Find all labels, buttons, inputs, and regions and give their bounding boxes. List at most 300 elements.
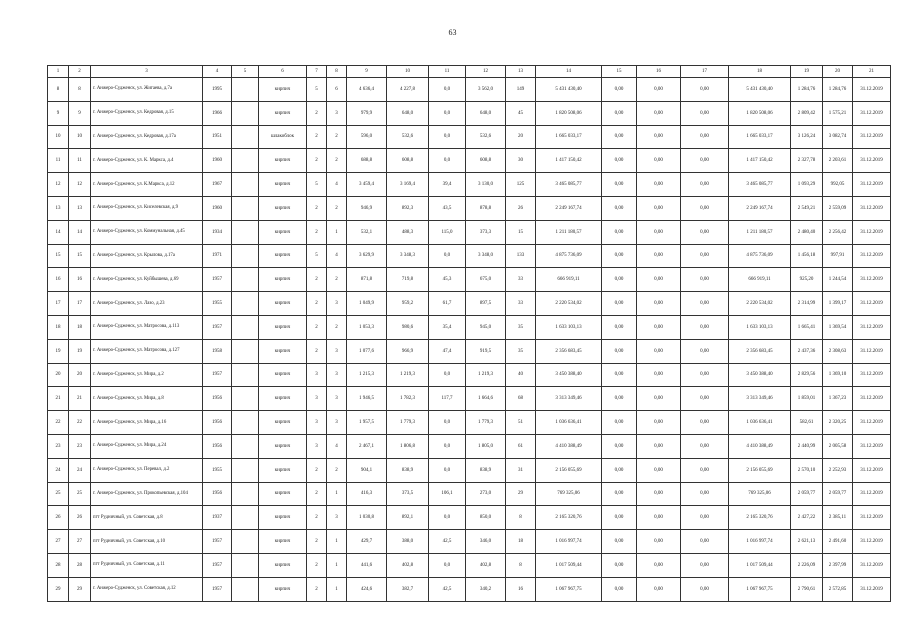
table-cell: 31.12.2019 <box>853 173 891 197</box>
table-cell: 402,8 <box>387 553 429 577</box>
table-cell: 0,00 <box>602 78 637 102</box>
table-cell: кирпич <box>259 292 307 316</box>
table-cell <box>232 411 259 435</box>
table-cell: 31.12.2019 <box>853 553 891 577</box>
table-cell: 33 <box>506 292 536 316</box>
table-cell <box>232 149 259 173</box>
table-cell: 8 <box>506 553 536 577</box>
table-cell: 2 314,99 <box>791 292 823 316</box>
table-cell: 0,00 <box>602 387 637 411</box>
table-cell: 2 059,77 <box>791 482 823 506</box>
address-cell: пгт Рудничный, ул. Советская, д.11 <box>91 553 203 577</box>
table-cell: кирпич <box>259 339 307 363</box>
table-cell: 2 <box>307 577 327 601</box>
table-cell: 22 <box>48 411 69 435</box>
table-cell: кирпич <box>259 530 307 554</box>
table-cell: 979,9 <box>347 101 387 125</box>
table-cell: 31.12.2019 <box>853 244 891 268</box>
table-cell: 838,9 <box>387 458 429 482</box>
table-cell: 719,8 <box>387 268 429 292</box>
table-cell: кирпич <box>259 387 307 411</box>
table-cell: 3 450 388,40 <box>729 363 791 387</box>
table-cell: 42,5 <box>429 577 466 601</box>
table-cell: 4 <box>327 434 347 458</box>
table-cell: 1 665 033,17 <box>729 125 791 149</box>
table-cell: 340,2 <box>466 577 506 601</box>
table-cell: 1951 <box>203 125 232 149</box>
table-cell: 1967 <box>203 173 232 197</box>
table-cell: 1 456,18 <box>791 244 823 268</box>
table-cell: 1 946,5 <box>347 387 387 411</box>
table-cell <box>232 125 259 149</box>
table-cell: 0,00 <box>637 530 681 554</box>
table-cell: 4 875 736,09 <box>536 244 602 268</box>
table-cell: 2 790,61 <box>791 577 823 601</box>
address-cell: г. Анжеро-Судженск, ул. Киселевская, д.9 <box>91 196 203 220</box>
table-cell: 3 348,0 <box>466 244 506 268</box>
table-cell: 0,00 <box>681 196 729 220</box>
table-cell: 2 226,09 <box>791 553 823 577</box>
table-cell: 45,3 <box>429 268 466 292</box>
table-cell: 0,00 <box>602 434 637 458</box>
table-cell: 27 <box>69 530 91 554</box>
table-cell: 3 348,3 <box>387 244 429 268</box>
table-cell: 14 <box>48 220 69 244</box>
header-cell: 10 <box>387 66 429 78</box>
table-cell: 6 <box>327 78 347 102</box>
table-cell: 892,1 <box>387 506 429 530</box>
table-cell: 1 049,9 <box>347 292 387 316</box>
table-cell: 0,00 <box>637 363 681 387</box>
table-cell: 2 252,93 <box>823 458 853 482</box>
table-cell: 980,6 <box>387 315 429 339</box>
table-row <box>48 339 891 363</box>
table-cell: 21 <box>48 387 69 411</box>
table-cell: 1 859,01 <box>791 387 823 411</box>
table-cell: 20 <box>506 125 536 149</box>
table-cell: 0,00 <box>637 244 681 268</box>
table-cell: 769 325,06 <box>536 482 602 506</box>
table-cell: 9 <box>69 101 91 125</box>
table-cell: 3 <box>327 101 347 125</box>
table-cell: 3 <box>307 387 327 411</box>
table-cell: 0,0 <box>429 553 466 577</box>
table-cell: 946,9 <box>347 196 387 220</box>
table-cell: 0,00 <box>637 173 681 197</box>
table-cell: 5 431 430,40 <box>536 78 602 102</box>
table-cell: 42,5 <box>429 530 466 554</box>
table-cell: шлакоблок <box>259 125 307 149</box>
table-cell: 608,8 <box>387 149 429 173</box>
table-cell: 0,00 <box>602 244 637 268</box>
table-body <box>48 66 891 602</box>
table-cell: 1 016 997,74 <box>536 530 602 554</box>
address-cell: г. Анжеро-Судженск, ул. Матросова, д.113 <box>91 315 203 339</box>
table-cell: 1 211 180,57 <box>536 220 602 244</box>
table-cell: 1960 <box>203 149 232 173</box>
table-cell: 31.12.2019 <box>853 482 891 506</box>
table-cell: 0,00 <box>681 577 729 601</box>
table-cell: 2 <box>307 458 327 482</box>
table-row <box>48 101 891 125</box>
table-cell: 1957 <box>203 530 232 554</box>
table-cell: 16 <box>48 268 69 292</box>
table-cell: 0,00 <box>637 553 681 577</box>
table-cell: 1957 <box>203 577 232 601</box>
table-cell: 769 325,06 <box>729 482 791 506</box>
table-cell: 0,00 <box>637 315 681 339</box>
table-cell: 16 <box>506 577 536 601</box>
address-cell: г. Анжеро-Судженск, ул. Кедровая, д.15 <box>91 101 203 125</box>
table-cell: 9 <box>48 101 69 125</box>
table-cell: 4 <box>327 244 347 268</box>
table-cell: 15 <box>69 244 91 268</box>
header-cell: 14 <box>536 66 602 78</box>
table-cell: 1 820 508,06 <box>536 101 602 125</box>
table-cell: 1934 <box>203 220 232 244</box>
table-cell: 0,00 <box>637 506 681 530</box>
table-cell: 31.12.2019 <box>853 315 891 339</box>
table-cell: 117,7 <box>429 387 466 411</box>
table-cell: 2 165 320,76 <box>536 506 602 530</box>
table-cell: 959,2 <box>387 292 429 316</box>
table-cell: 13 <box>48 196 69 220</box>
table-cell: 945,0 <box>466 315 506 339</box>
table-cell: 0,00 <box>602 363 637 387</box>
table-cell: 2 <box>307 482 327 506</box>
table-cell: кирпич <box>259 434 307 458</box>
table-cell: 4 227,8 <box>387 78 429 102</box>
table-cell: 2 <box>327 125 347 149</box>
table-cell: 532,1 <box>347 220 387 244</box>
table-cell: 1 <box>327 577 347 601</box>
address-cell: г. Анжеро-Судженск, ул. Коммунальная, д.45 <box>91 220 203 244</box>
table-cell: 3 562,0 <box>466 78 506 102</box>
table-cell: 23 <box>48 434 69 458</box>
table-cell: кирпич <box>259 315 307 339</box>
table-cell: 29 <box>69 577 91 601</box>
table-cell: 2 327,78 <box>791 149 823 173</box>
table-cell: 0,00 <box>602 220 637 244</box>
table-cell: 0,0 <box>429 244 466 268</box>
table-cell: 2 829,56 <box>791 363 823 387</box>
table-cell: 17 <box>48 292 69 316</box>
table-cell: 0,00 <box>681 458 729 482</box>
table-cell: 2 <box>327 149 347 173</box>
table-cell: 1 244,54 <box>823 268 853 292</box>
table-cell: 0,00 <box>637 101 681 125</box>
table-cell: 12 <box>48 173 69 197</box>
table-cell: 1 067 967,75 <box>729 577 791 601</box>
table-cell: 61 <box>506 434 536 458</box>
table-cell: 0,00 <box>681 268 729 292</box>
table-cell: 4 636,4 <box>347 78 387 102</box>
table-cell: 402,8 <box>466 553 506 577</box>
table-cell: 39,4 <box>429 173 466 197</box>
table-cell: 0,00 <box>602 125 637 149</box>
table-cell: 25 <box>48 482 69 506</box>
table-cell: 26 <box>506 196 536 220</box>
table-cell: 4 410 388,49 <box>729 434 791 458</box>
table-cell <box>232 268 259 292</box>
table-cell: 346,0 <box>466 530 506 554</box>
table-cell: 27 <box>48 530 69 554</box>
header-cell: 13 <box>506 66 536 78</box>
table-cell: 1 665 033,17 <box>536 125 602 149</box>
table-row <box>48 125 891 149</box>
table-cell: 2 467,1 <box>347 434 387 458</box>
table-cell: 33 <box>506 268 536 292</box>
table-cell: 0,00 <box>637 387 681 411</box>
table-cell: 3 629,9 <box>347 244 387 268</box>
header-cell: 19 <box>791 66 823 78</box>
table-cell: 2 <box>307 530 327 554</box>
table-cell: 2 385,11 <box>823 506 853 530</box>
table-cell: 0,0 <box>429 101 466 125</box>
table-cell: 0,00 <box>637 411 681 435</box>
table-cell: 1 369,10 <box>823 363 853 387</box>
table-cell: 28 <box>69 553 91 577</box>
table-cell: 1958 <box>203 339 232 363</box>
table-cell: 3 <box>327 506 347 530</box>
table-cell: 273,0 <box>466 482 506 506</box>
table-cell: 25 <box>69 482 91 506</box>
table-cell: 871,8 <box>347 268 387 292</box>
header-cell: 4 <box>203 66 232 78</box>
table-cell: 0,00 <box>681 482 729 506</box>
table-cell: 388,0 <box>387 530 429 554</box>
table-cell: 1 077,6 <box>347 339 387 363</box>
table-cell: 416,3 <box>347 482 387 506</box>
table-cell <box>232 315 259 339</box>
table-cell: 2 249 167,74 <box>536 196 602 220</box>
table-cell <box>232 196 259 220</box>
table-row <box>48 387 891 411</box>
header-cell: 12 <box>466 66 506 78</box>
table-cell: 532,6 <box>466 125 506 149</box>
table-cell: 0,00 <box>637 268 681 292</box>
table-cell: 2 <box>327 268 347 292</box>
table-cell: 3 <box>327 387 347 411</box>
table-cell: 488,3 <box>387 220 429 244</box>
table-cell: 23 <box>69 434 91 458</box>
table-cell: 1 053,3 <box>347 315 387 339</box>
address-cell: г. Анжеро-Судженск, ул. Перевал, д.2 <box>91 458 203 482</box>
table-cell: 2 308,63 <box>823 339 853 363</box>
table-cell <box>232 387 259 411</box>
table-cell: 24 <box>48 458 69 482</box>
table-cell: 10 <box>48 125 69 149</box>
table-cell: 2 <box>307 268 327 292</box>
table-cell: 14 <box>69 220 91 244</box>
table-cell: 0,00 <box>681 434 729 458</box>
table-cell: 18 <box>506 530 536 554</box>
table-cell: 19 <box>48 339 69 363</box>
table-cell: 1955 <box>203 292 232 316</box>
table-cell: кирпич <box>259 506 307 530</box>
table-cell: 2 427,22 <box>791 506 823 530</box>
table-cell: 3 126,24 <box>791 125 823 149</box>
table-cell: 1 806,8 <box>387 434 429 458</box>
table-cell: 1956 <box>203 482 232 506</box>
table-cell <box>232 101 259 125</box>
table-cell: 31.12.2019 <box>853 292 891 316</box>
table-cell <box>232 78 259 102</box>
table-cell: 0,0 <box>429 506 466 530</box>
table-cell: 35 <box>506 315 536 339</box>
table-cell: 0,00 <box>637 78 681 102</box>
table-cell: 1966 <box>203 101 232 125</box>
table-cell: 26 <box>48 506 69 530</box>
table-cell: 0,00 <box>681 530 729 554</box>
table-cell: кирпич <box>259 458 307 482</box>
table-cell: 666 919,11 <box>729 268 791 292</box>
table-cell <box>232 577 259 601</box>
table-cell <box>232 363 259 387</box>
header-cell: 7 <box>307 66 327 78</box>
table-cell: 1 284,76 <box>791 78 823 102</box>
table-cell: 8 <box>48 78 69 102</box>
table-cell: 5 <box>307 78 327 102</box>
header-cell: 11 <box>429 66 466 78</box>
table-cell: 878,8 <box>466 196 506 220</box>
table-cell: 0,00 <box>681 315 729 339</box>
table-cell: 5 <box>307 173 327 197</box>
table-cell: 31.12.2019 <box>853 506 891 530</box>
table-cell: 0,00 <box>602 506 637 530</box>
address-cell: пгт Рудничный, ул. Советская, д.10 <box>91 530 203 554</box>
table-cell: 2 437,36 <box>791 339 823 363</box>
table-cell: 31.12.2019 <box>853 220 891 244</box>
table-cell: кирпич <box>259 577 307 601</box>
table-cell: 1 036 636,41 <box>729 411 791 435</box>
table-cell: 3 <box>307 434 327 458</box>
table-cell: 0,0 <box>429 458 466 482</box>
table-cell: 31.12.2019 <box>853 530 891 554</box>
table-cell: 2 220 534,02 <box>536 292 602 316</box>
table-cell: 0,00 <box>681 173 729 197</box>
table-cell: 596,0 <box>347 125 387 149</box>
table-cell: 0,00 <box>637 339 681 363</box>
table-cell: 35 <box>506 339 536 363</box>
table-cell: кирпич <box>259 78 307 102</box>
table-cell: 0,00 <box>637 125 681 149</box>
table-cell: 2 256,42 <box>823 220 853 244</box>
table-cell: 3 <box>327 339 347 363</box>
table-cell: 21 <box>69 387 91 411</box>
table-cell: 3 169,4 <box>387 173 429 197</box>
table-cell: 0,00 <box>602 149 637 173</box>
table-cell: 2 397,99 <box>823 553 853 577</box>
table-cell: 0,00 <box>637 292 681 316</box>
table-cell: 925,20 <box>791 268 823 292</box>
table-cell: 31.12.2019 <box>853 387 891 411</box>
table-cell: 2 156 055,69 <box>729 458 791 482</box>
table-cell: 2 356 683,45 <box>729 339 791 363</box>
table-cell: 0,00 <box>681 363 729 387</box>
table-cell: 1 036 636,41 <box>536 411 602 435</box>
address-cell: г. Анжеро-Судженск, ул. Крылова, д.17а <box>91 244 203 268</box>
table-cell: 2 <box>307 196 327 220</box>
table-cell: 2 <box>307 339 327 363</box>
table-row <box>48 220 891 244</box>
table-cell: 2 <box>307 553 327 577</box>
table-cell: 1956 <box>203 411 232 435</box>
table-cell <box>232 530 259 554</box>
table-cell: 850,0 <box>466 506 506 530</box>
table-cell: 16 <box>69 268 91 292</box>
table-cell: 45 <box>506 101 536 125</box>
table-cell: 919,5 <box>466 339 506 363</box>
table-cell: 10 <box>69 125 91 149</box>
table-cell: 1 <box>327 220 347 244</box>
table-cell: 133 <box>506 244 536 268</box>
table-cell: 0,00 <box>602 530 637 554</box>
table-row <box>48 78 891 102</box>
table-cell: 31.12.2019 <box>853 458 891 482</box>
table-cell: 3 465 085,77 <box>536 173 602 197</box>
table-cell: 1 575,21 <box>823 101 853 125</box>
table-cell: 20 <box>69 363 91 387</box>
table-cell: 0,00 <box>681 553 729 577</box>
table-cell: 3 459,4 <box>347 173 387 197</box>
table-cell: кирпич <box>259 101 307 125</box>
table-cell: 2 <box>307 149 327 173</box>
table-cell: 666 919,11 <box>536 268 602 292</box>
table-cell: 0,00 <box>637 149 681 173</box>
table-cell: 0,0 <box>429 434 466 458</box>
table-cell: 997,91 <box>823 244 853 268</box>
table-cell <box>232 173 259 197</box>
header-cell: 6 <box>259 66 307 78</box>
table-cell: 20 <box>48 363 69 387</box>
table-row <box>48 268 891 292</box>
table-cell: кирпич <box>259 173 307 197</box>
header-cell: 15 <box>602 66 637 78</box>
table-cell: 3 <box>307 411 327 435</box>
table-cell <box>232 244 259 268</box>
table-cell: 1957 <box>203 553 232 577</box>
table-cell: 31.12.2019 <box>853 434 891 458</box>
table-cell: 675,0 <box>466 268 506 292</box>
table-cell: 1 664,6 <box>466 387 506 411</box>
table-cell <box>232 434 259 458</box>
table-cell: 1937 <box>203 506 232 530</box>
table-cell: кирпич <box>259 244 307 268</box>
table-cell: 18 <box>48 315 69 339</box>
table-row <box>48 434 891 458</box>
table-cell: 1 417 150,42 <box>536 149 602 173</box>
table-cell: 0,00 <box>681 292 729 316</box>
table-cell: 31 <box>506 458 536 482</box>
table-row <box>48 506 891 530</box>
table-row <box>48 173 891 197</box>
table-cell: 2 570,10 <box>791 458 823 482</box>
header-cell: 3 <box>91 66 203 78</box>
table-cell: 1956 <box>203 434 232 458</box>
table-cell: 2 165 320,76 <box>729 506 791 530</box>
table-row <box>48 244 891 268</box>
table-cell <box>232 553 259 577</box>
table-row <box>48 292 891 316</box>
table-cell: 29 <box>506 482 536 506</box>
table-cell <box>232 458 259 482</box>
table-cell: 2 <box>307 101 327 125</box>
table-cell: 0,00 <box>637 458 681 482</box>
table-cell: 11 <box>48 149 69 173</box>
table-cell: 429,7 <box>347 530 387 554</box>
table-cell: 2 320,25 <box>823 411 853 435</box>
